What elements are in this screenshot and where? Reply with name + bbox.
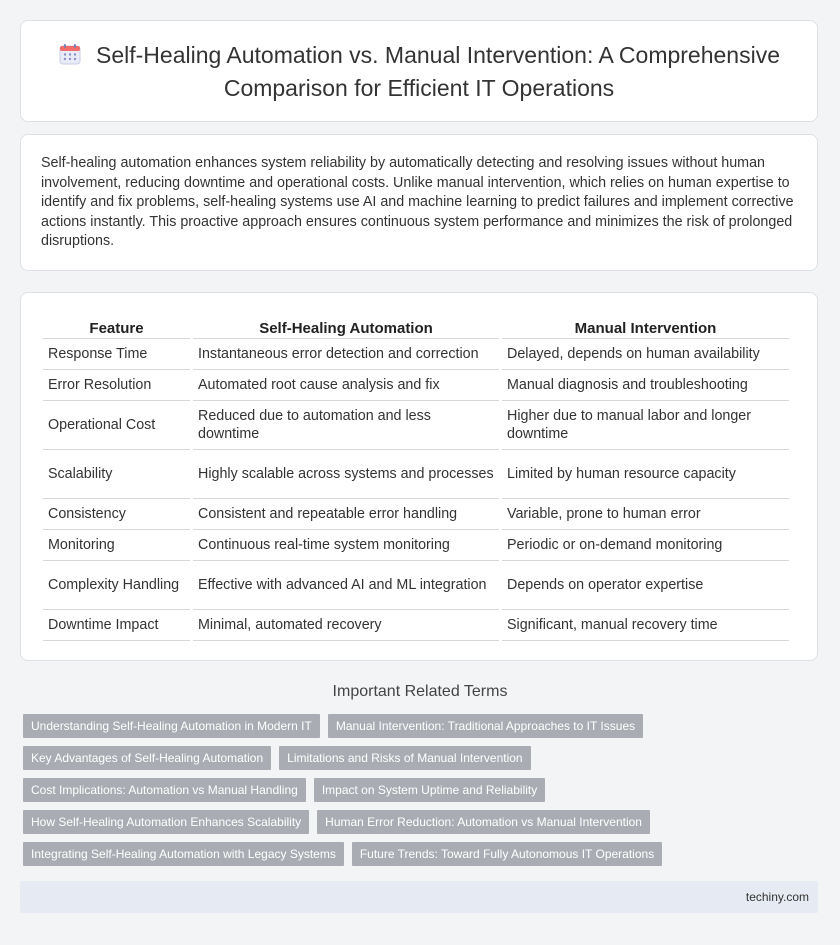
header-self-healing: Self-Healing Automation	[193, 315, 499, 339]
table-cell-manual: Significant, manual recovery time	[502, 610, 789, 641]
tag-row	[23, 810, 823, 834]
header-feature: Feature	[43, 315, 190, 339]
table-cell-automation: Minimal, automated recovery	[193, 610, 499, 641]
table-cell-manual: Variable, prone to human error	[502, 499, 789, 530]
footer	[20, 881, 818, 913]
related-term-tag[interactable]: Future Trends: Toward Fully Autonomous IT Operations	[352, 842, 662, 866]
table-cell-feature: Consistency	[43, 499, 190, 530]
related-term-tag[interactable]: Cost Implications: Automation vs Manual Handling	[23, 778, 306, 802]
tag-row	[23, 714, 823, 738]
table-cell-automation: Continuous real-time system monitoring	[193, 530, 499, 561]
related-term-tag[interactable]: Key Advantages of Self-Healing Automation	[23, 746, 271, 770]
tag-row	[23, 842, 823, 866]
table-cell-automation: Automated root cause analysis and fix	[193, 370, 499, 401]
table-cell-feature: Complexity Handling	[43, 561, 190, 610]
table-cell-manual: Depends on operator expertise	[502, 561, 789, 610]
table-cell-automation: Reduced due to automation and less downtime	[193, 401, 499, 450]
related-term-tag[interactable]: Limitations and Risks of Manual Intervention	[279, 746, 530, 770]
page-title: Self-Healing Automation vs. Manual Intervention: A Comprehensive Comparison for Efficient IT Operations	[96, 41, 780, 101]
page-title-wrap	[21, 40, 817, 103]
table-cell-automation: Effective with advanced AI and ML integration	[193, 561, 499, 610]
table-cell-automation: Highly scalable across systems and processes	[193, 450, 499, 499]
related-term-tag[interactable]: Understanding Self-Healing Automation in Modern IT	[23, 714, 320, 738]
table-row	[43, 370, 789, 401]
related-term-tag[interactable]: Impact on System Uptime and Reliability	[314, 778, 545, 802]
table-row	[43, 561, 789, 610]
table-cell-feature: Downtime Impact	[43, 610, 190, 641]
table-cell-manual: Delayed, depends on human availability	[502, 339, 789, 370]
table-cell-feature: Monitoring	[43, 530, 190, 561]
calendar-icon	[58, 42, 82, 73]
table-cell-feature: Operational Cost	[43, 401, 190, 450]
comparison-card	[20, 292, 818, 661]
related-term-tag[interactable]: Human Error Reduction: Automation vs Manual Intervention	[317, 810, 650, 834]
table-row	[43, 401, 789, 450]
footer-site-link[interactable]: techiny.com	[745, 890, 809, 904]
table-cell-feature: Response Time	[43, 339, 190, 370]
table-cell-feature: Scalability	[43, 450, 190, 499]
tag-row	[23, 778, 823, 802]
table-cell-automation: Consistent and repeatable error handling	[193, 499, 499, 530]
table-row	[43, 610, 789, 641]
table-cell-manual: Limited by human resource capacity	[502, 450, 789, 499]
table-cell-manual: Higher due to manual labor and longer downtime	[502, 401, 789, 450]
related-terms-tags	[23, 714, 823, 874]
table-row	[43, 450, 789, 499]
table-header-row	[43, 315, 789, 339]
table-row	[43, 530, 789, 561]
related-term-tag[interactable]: How Self-Healing Automation Enhances Scalability	[23, 810, 309, 834]
intro-card	[20, 134, 818, 271]
title-card	[20, 20, 818, 122]
table-row	[43, 499, 789, 530]
table-cell-automation: Instantaneous error detection and correction	[193, 339, 499, 370]
comparison-table	[40, 315, 792, 641]
related-terms-heading: Important Related Terms	[332, 683, 508, 700]
table-cell-manual: Manual diagnosis and troubleshooting	[502, 370, 789, 401]
tag-row	[23, 746, 823, 770]
table-cell-feature: Error Resolution	[43, 370, 190, 401]
header-manual: Manual Intervention	[502, 315, 789, 339]
intro-text: Self-healing automation enhances system reliability by automatically detecting and resolving issues without human involvement, reducing downtime and operational costs. Unlike manual intervention, which relies on human expertise to identify and fix problems, self-healing systems use AI and machine learning to predict failures and implement corrective actions instantly. This proactive approach ensures continuous system performance and minimizes the risk of prolonged disruptions.	[41, 155, 794, 249]
related-term-tag[interactable]: Integrating Self-Healing Automation with Legacy Systems	[23, 842, 344, 866]
related-term-tag[interactable]: Manual Intervention: Traditional Approaches to IT Issues	[328, 714, 643, 738]
table-cell-manual: Periodic or on-demand monitoring	[502, 530, 789, 561]
table-row	[43, 339, 789, 370]
